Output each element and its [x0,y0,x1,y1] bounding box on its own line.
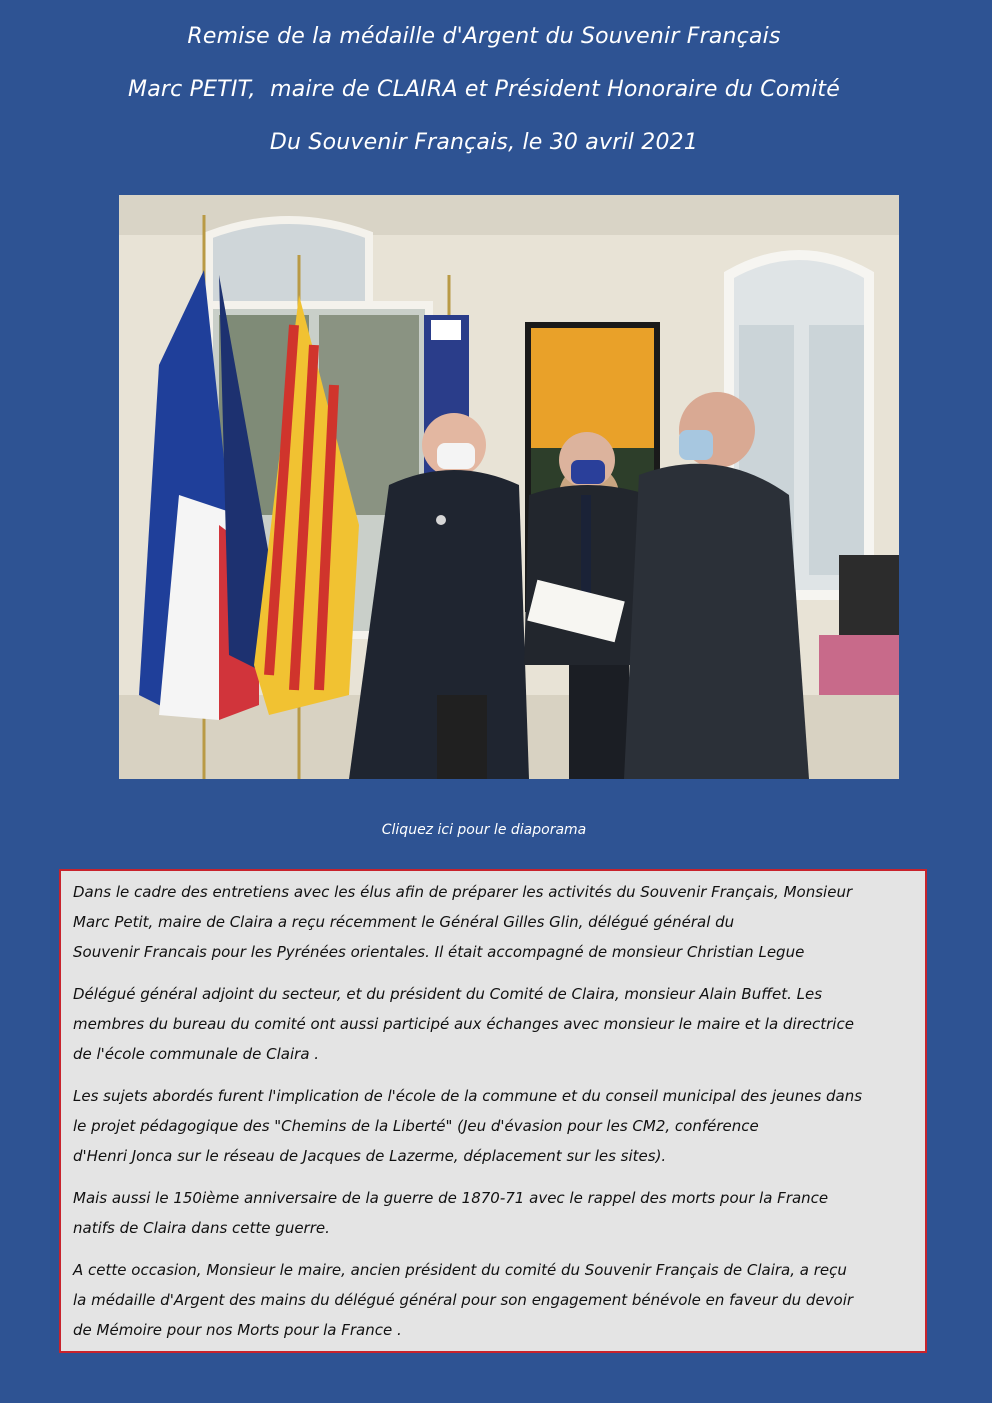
paragraph-4-line-2: natifs de Claira dans cette guerre. [73,1219,330,1237]
paragraph-2-line-2: membres du bureau du comité ont aussi participé aux échanges avec monsieur le maire et la directrice [73,1015,854,1033]
paragraph-1-line-1: Dans le cadre des entretiens avec les élus afin de préparer les activités du Souvenir Français, Monsieur [73,883,853,901]
paragraph-2-line-1: Délégué général adjoint du secteur, et du président du Comité de Claira, monsieur Alain Buffet. Les [73,985,823,1003]
paragraph-2-line-3: de l'école communale de Claira . [73,1045,320,1063]
paragraph-5-line-1: A cette occasion, Monsieur le maire, ancien président du comité du Souvenir Français de Claira, a reçu [73,1261,847,1279]
paragraph-4 [73,1183,915,1243]
ceremony-photo [119,195,899,779]
title-line-2: Marc PETIT, maire de CLAIRA et Président Honoraire du Comité [128,77,840,102]
title-line-3: Du Souvenir Français, le 30 avril 2021 [269,130,699,155]
page-title [0,10,968,169]
paragraph-5 [73,1255,915,1345]
paragraph-5-line-2: la médaille d'Argent des mains du délégué général pour son engagement bénévole en faveur du devoir [73,1291,854,1309]
paragraph-4-line-1: Mais aussi le 150ième anniversaire de la guerre de 1870-71 avec le rappel des morts pour la France [73,1189,829,1207]
paragraph-3-line-2: le projet pédagogique des "Chemins de la Liberté" (Jeu d'évasion pour les CM2, conférence [73,1117,759,1135]
paragraph-1-line-2: Marc Petit, maire de Claira a reçu récemment le Général Gilles Glin, délégué général du [73,913,735,931]
paragraph-3 [73,1081,915,1171]
paragraph-1 [73,877,915,967]
paragraph-2 [73,979,915,1069]
paragraph-5-line-3: de Mémoire pour nos Morts pour la France . [73,1321,402,1339]
title-line-1: Remise de la médaille d'Argent du Souvenir Français [187,24,781,49]
paragraph-3-line-3: d'Henri Jonca sur le réseau de Jacques de Lazerme, déplacement sur les sites). [73,1147,667,1165]
paragraph-1-line-3: Souvenir Francais pour les Pyrénées orientales. Il était accompagné de monsieur Christian Legue [73,943,805,961]
article-box [59,869,927,1353]
paragraph-3-line-1: Les sujets abordés furent l'implication de l'école de la commune et du conseil municipal des jeunes dans [73,1087,863,1105]
slideshow-link[interactable]: Cliquez ici pour le diaporama [381,822,587,838]
